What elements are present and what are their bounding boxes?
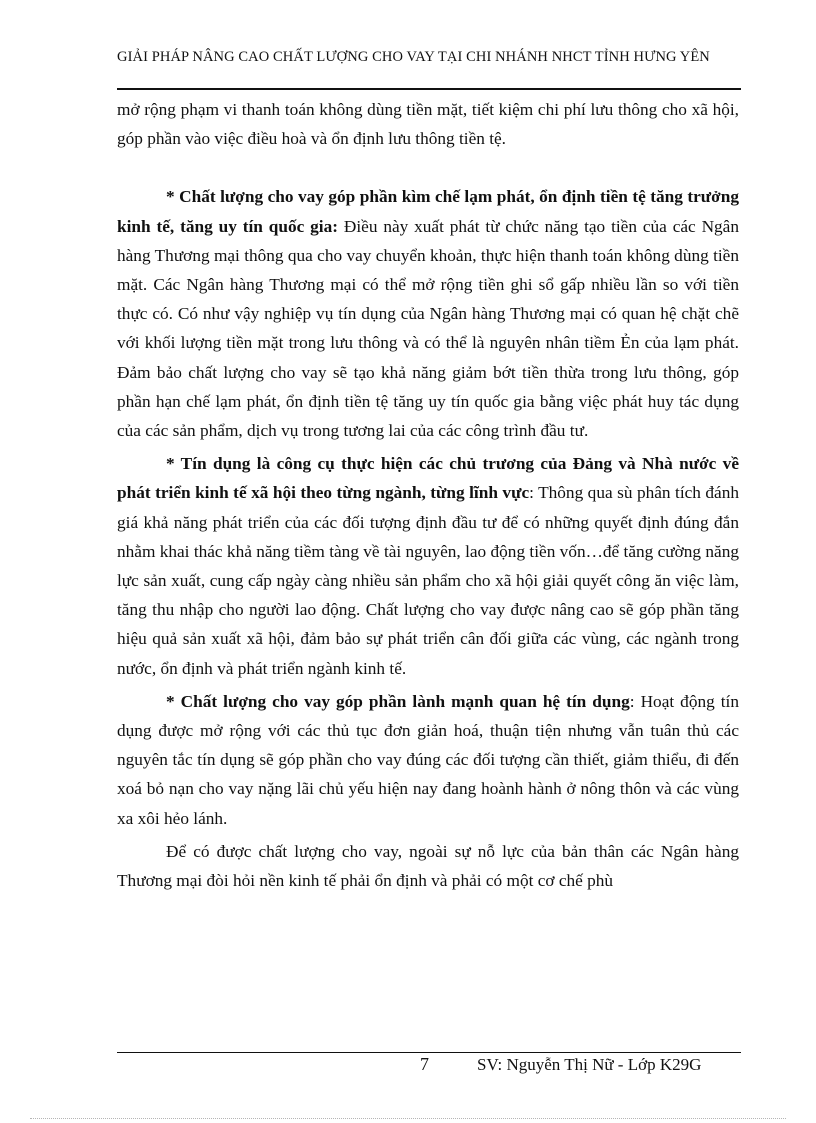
paragraph-text: Để có được chất lượng cho vay, ngoài sự nỗ lực của bản thân các Ngân hàng Thương mại đòi hỏi nền kinh tế phải ổn định và phải có một cơ chế phù (117, 841, 739, 891)
paragraph-text: Điều này xuất phát từ chức năng tạo tiền của các Ngân hàng Thương mại thông qua cho vay chuyển khoản, thực hiện thanh toán không dùng tiền mặt. Các Ngân hàng Thương mại có thể mở rộng tiền ghi sổ gấp nhiều lần so với tiền thực có. Có như vậy nghiệp vụ tín dụng của Ngân hàng Thương mại có quan hệ chặt chẽ với khối lượng tiền mặt trong lưu thông và có thể là nguyên nhân tiềm Ẻn của lạm phát. Đảm bảo chất lượng cho vay sẽ tạo khả năng giảm bớt tiền thừa trong lưu thông, góp phần hạn chế lạm phát, ổn định tiền tệ tăng uy tín quốc gia bằng việc phát huy tác dụng của các sản phẩm, dịch vụ trong tương lai của các công trình đầu tư. (117, 216, 739, 441)
paragraph-credit-relations (117, 687, 739, 833)
running-header: GIẢI PHÁP NÂNG CAO CHẤT LƯỢNG CHO VAY TẠI CHI NHÁNH NHCT TỈNH HƯNG YÊN (117, 49, 710, 65)
footer-author: SV: Nguyễn Thị Nữ - Lớp K29G (477, 1055, 702, 1074)
paragraph-text: : Hoạt động tín dụng được mở rộng với các thủ tục đơn giản hoá, thuận tiện nhưng vẫn tuân thủ các nguyên tắc tín dụng sẽ góp phần cho vay đúng các đối tượng cần thiết, giảm thiểu, đi đến xoá bỏ nạn cho vay nặng lãi chủ yếu hiện nay đang hoành hành ở nông thôn và các vùng xa xôi hẻo lánh. (117, 691, 739, 828)
paragraph-conclusion (117, 837, 739, 895)
paragraph-text: : Thông qua sù phân tích đánh giá khả năng phát triển của các đối tượng định đầu tư để có những quyết định đúng đắn nhằm khai thác khả năng tiềm tàng về tài nguyên, lao động tiền vốn…để tăng cường năng lực sản xuất, cung cấp ngày càng nhiều sản phẩm cho xã hội giải quyết công ăn việc làm, tăng thu nhập cho người lao động. Chất lượng cho vay được nâng cao sẽ góp phần tăng hiệu quả sản xuất xã hội, đảm bảo sự phát triển cân đối giữa các vùng, các ngành trong nước, ổn định và phát triển ngành kinh tế. (117, 483, 739, 678)
paragraph-continued (117, 95, 739, 153)
document-body (117, 95, 739, 895)
paragraph-inflation (117, 182, 739, 445)
paragraph-policy (117, 449, 739, 683)
paragraph-heading: * Chất lượng cho vay góp phần lành mạnh quan hệ tín dụng (166, 691, 630, 711)
header-divider (117, 88, 741, 90)
footer-divider (117, 1052, 741, 1053)
page-number: 7 (420, 1054, 429, 1074)
paragraph-heading: * Chất lượng cho vay góp phần kìm chế lạm phát, ổn định tiền tệ tăng trưởng kinh tế, tăng uy tín quốc gia: (117, 187, 739, 236)
page-bottom-dotted-line (30, 1118, 786, 1119)
paragraph-text: mở rộng phạm vi thanh toán không dùng tiền mặt, tiết kiệm chi phí lưu thông cho xã hội, góp phần vào việc điều hoà và ổn định lưu thông tiền tệ. (117, 100, 739, 149)
paragraph-heading: * Tín dụng là công cụ thực hiện các chủ trương của Đảng và Nhà nước về phát triển kinh tế xã hội theo từng ngành, từng lĩnh vực (117, 454, 739, 503)
